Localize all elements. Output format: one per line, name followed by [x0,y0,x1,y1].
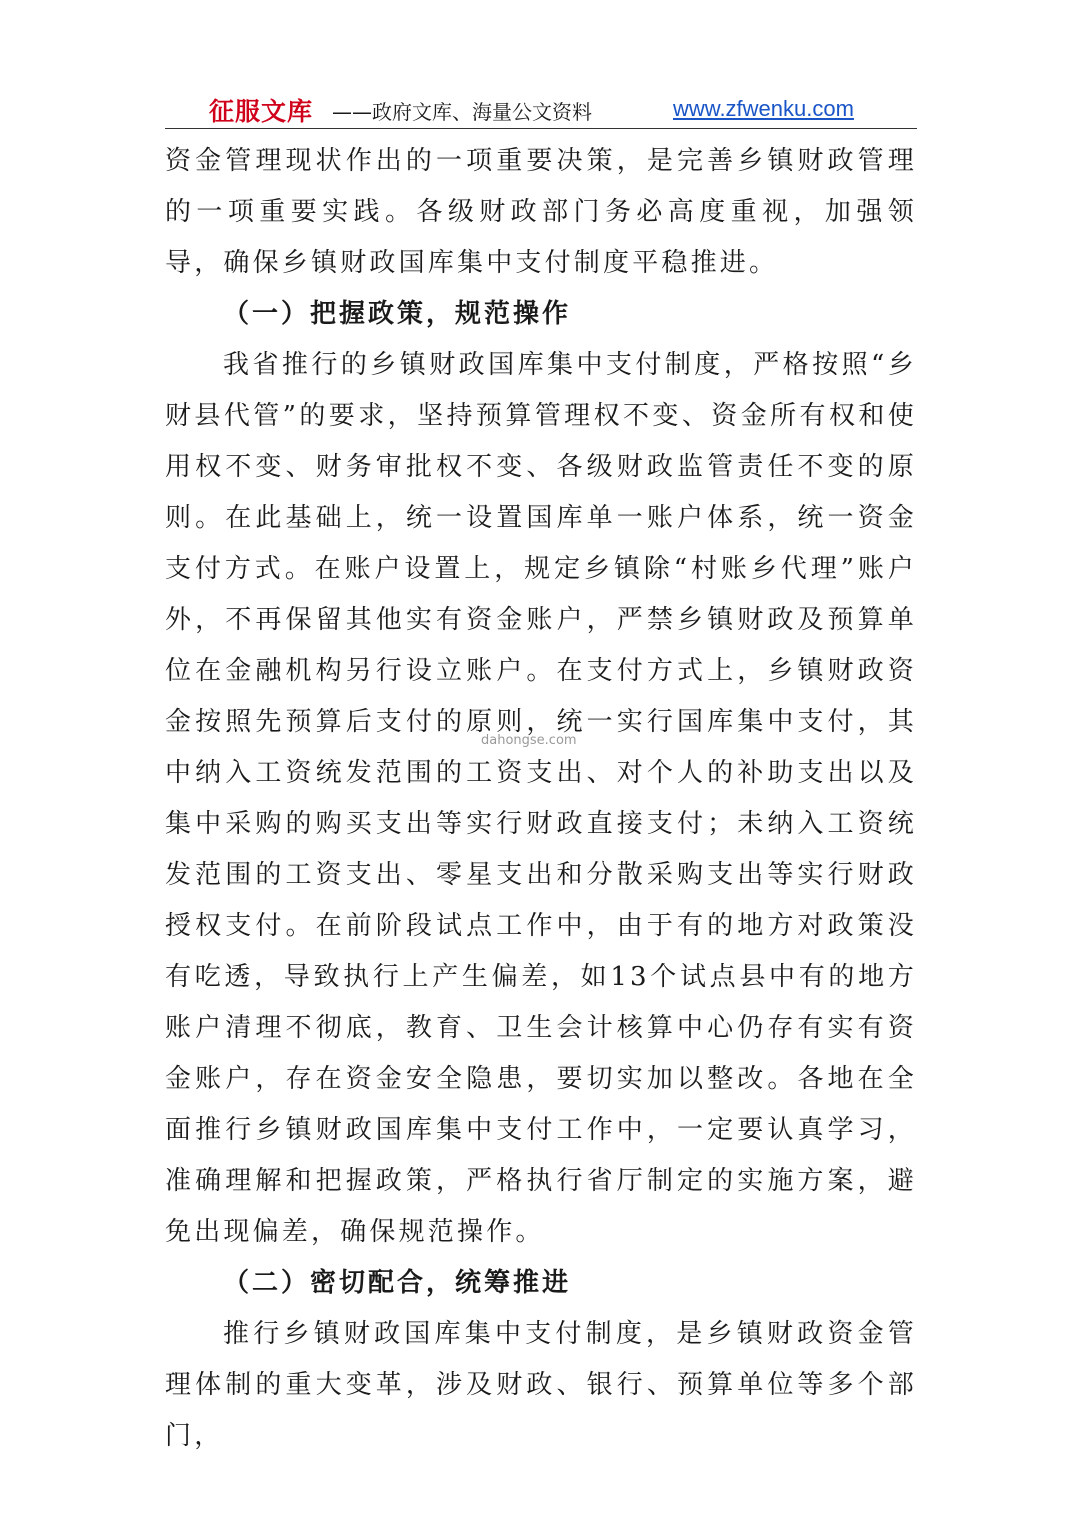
paragraph-coordination: 推行乡镇财政国库集中支付制度，是乡镇财政资金管理体制的重大变革，涉及财政、银行、预算单位等多个部门， [165,1319,917,1451]
site-url-link[interactable]: www.zfwenku.com [673,96,854,121]
header-tagline: ——政府文库、海量公文资料 [332,100,592,124]
brand-logo-text: 征服文库 [209,97,314,126]
paragraph-continuation: 资金管理现状作出的一项重要决策，是完善乡镇财政管理的一项重要实践。各级财政部门务必高度重视，加强领导，确保乡镇财政国库集中支付制度平稳推进。 [165,146,917,278]
page-header [165,90,917,129]
section-heading-1: （一）把握政策，规范操作 [223,299,572,329]
watermark-text: dahongse.com [481,733,577,748]
section-heading-2: （二）密切配合，统筹推进 [223,1268,572,1298]
document-body [165,136,917,1462]
paragraph-policy: 我省推行的乡镇财政国库集中支付制度，严格按照“乡财县代管”的要求，坚持预算管理权不变、资金所有权和使用权不变、财务审批权不变、各级财政监管责任不变的原则。在此基础上，统一设置国库单一账户体系，统一资金支付方式。在账户设置上，规定乡镇除“村账乡代理”账户外，不再保留其他实有资金账户，严禁乡镇财政及预算单位在金融机构另行设立账户。在支付方式上，乡镇财政资金按照先预算后支付的原则，统一实行国库集中支付，其中纳入工资统发范围的工资支出、对个人的补助支出以及集中采购的购买支出等实行财政直接支付；未纳入工资统发范围的工资支出、零星支出和分散采购支出等实行财政授权支付。在前阶段试点工作中，由于有的地方对政策没有吃透，导致执行上产生偏差，如13个试点县中有的地方账户清理不彻底，教育、卫生会计核算中心仍存有实有资金账户，存在资金安全隐患，要切实加以整改。各地在全面推行乡镇财政国库集中支付工作中，一定要认真学习，准确理解和把握政策，严格执行省厅制定的实施方案，避免出现偏差，确保规范操作。 [165,350,917,1247]
